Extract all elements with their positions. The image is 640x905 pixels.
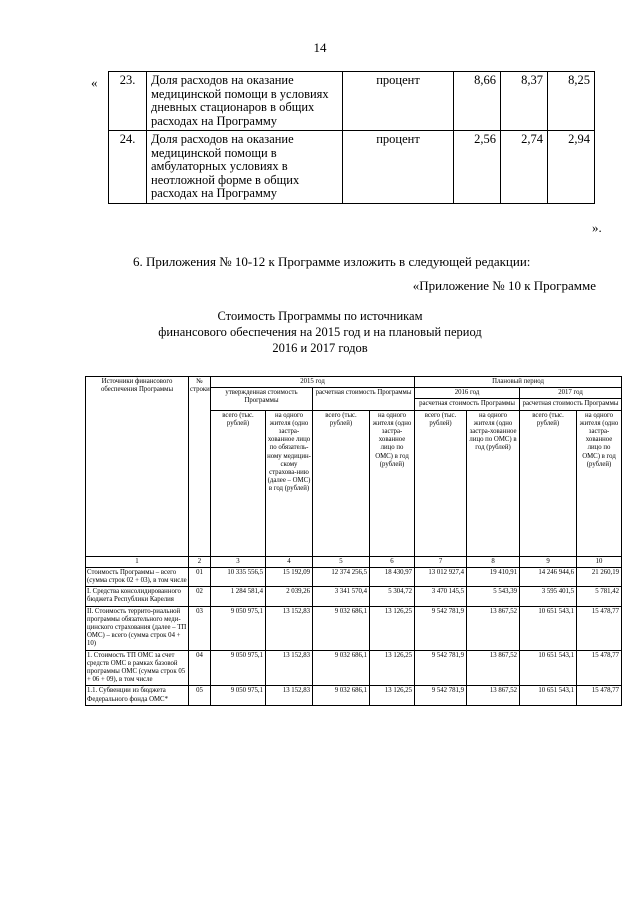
cell-total-2017: 14 246 944,6: [520, 567, 577, 586]
row-name: 1. Стоимость ТП ОМС за счет средств ОМС в рамках базовой программы ОМС (сумма строк 05 + 06 + 09), в том числе: [86, 650, 189, 686]
row-line-number: 03: [189, 606, 211, 650]
row-name: II. Стоимость террито-риальной программы обязательного меди-цинского страхования (далее – ТП ОМС) – всего (сумма строк 04 + 10): [86, 606, 189, 650]
cell-per-insured-approved: 15 192,09: [266, 567, 313, 586]
cell-per-capita-2015: 13 126,25: [370, 686, 415, 705]
table-row: [86, 686, 622, 705]
header-total-approved: всего (тыс. рублей): [211, 410, 266, 556]
col-number: 4: [266, 556, 313, 567]
title-line-3: 2016 и 2017 годов: [272, 341, 368, 355]
cell-per-capita-2017: 21 260,19: [577, 567, 622, 586]
value-2015: 8,66: [454, 72, 501, 131]
header-per-capita-2016: на одного жителя (одно застра-хованное лицо по ОМС) в год (рублей): [467, 410, 520, 556]
cell-per-capita-2015: 13 126,25: [370, 650, 415, 686]
header-source: Источники финансового обеспечения Программы: [86, 377, 189, 557]
table-row: [86, 567, 622, 586]
indicator-table: [108, 71, 595, 204]
col-number: 6: [370, 556, 415, 567]
cell-per-capita-2016: 5 543,39: [467, 587, 520, 606]
col-number: 3: [211, 556, 266, 567]
cell-per-capita-2015: 13 126,25: [370, 606, 415, 650]
value-2015: 2,56: [454, 131, 501, 204]
row-number: 23.: [109, 72, 147, 131]
cell-total-approved: 1 284 581,4: [211, 587, 266, 606]
close-quote: ».: [592, 220, 602, 235]
cell-per-capita-2016: 13 867,52: [467, 686, 520, 705]
value-2017: 2,94: [548, 131, 595, 204]
cell-total-2017: 10 651 543,1: [520, 606, 577, 650]
table-row: [109, 72, 595, 131]
row-line-number: 05: [189, 686, 211, 705]
cell-total-2016: 9 542 781,9: [415, 606, 467, 650]
cell-total-2016: 3 470 145,5: [415, 587, 467, 606]
column-number-row: [86, 556, 622, 567]
cell-per-capita-2016: 13 867,52: [467, 606, 520, 650]
cell-total-2016: 9 542 781,9: [415, 650, 467, 686]
appendix-label: «Приложение № 10 к Программе: [412, 278, 596, 293]
cell-per-capita-2017: 15 478,77: [577, 606, 622, 650]
col-number: 5: [313, 556, 370, 567]
cell-total-2016: 13 012 927,4: [415, 567, 467, 586]
header-line-no: № строки: [189, 377, 211, 557]
header-calc-cost-2017: расчетная стоимость Программы: [520, 399, 622, 410]
col-number: 1: [86, 556, 189, 567]
row-description: Доля расходов на оказание медицинской помощи в условиях дневных стационаров в общих расходах на Программу: [147, 72, 343, 131]
cell-total-calc-2015: 12 374 256,5: [313, 567, 370, 586]
header-2017: 2017 год: [520, 388, 622, 399]
header-total-calc-2015: всего (тыс. рублей): [313, 410, 370, 556]
cell-per-capita-2017: 5 781,42: [577, 587, 622, 606]
table-row: [86, 587, 622, 606]
row-line-number: 04: [189, 650, 211, 686]
value-2017: 8,25: [548, 72, 595, 131]
table-row: [86, 606, 622, 650]
cell-total-calc-2015: 9 032 686,1: [313, 606, 370, 650]
value-2016: 2,74: [501, 131, 548, 204]
header-approved-cost: утвержденная стоимость Программы: [211, 388, 313, 410]
change-instruction: 6. Приложения № 10-12 к Программе изложить в следующей редакции:: [133, 254, 531, 269]
cell-per-insured-approved: 2 039,26: [266, 587, 313, 606]
title-line-1: Стоимость Программы по источникам: [217, 309, 423, 323]
header-total-2017: всего (тыс. рублей): [520, 410, 577, 556]
col-number: 7: [415, 556, 467, 567]
cell-total-calc-2015: 3 341 570,4: [313, 587, 370, 606]
header-calc-cost-2016: расчетная стоимость Программы: [415, 399, 520, 410]
row-name: Стоимость Программы – всего (сумма строк 02 + 03), в том числе: [86, 567, 189, 586]
header-2016: 2016 год: [415, 388, 520, 399]
cell-per-capita-2016: 13 867,52: [467, 650, 520, 686]
cell-per-insured-approved: 13 152,83: [266, 650, 313, 686]
row-description: Доля расходов на оказание медицинской помощи в амбулаторных условиях в неотложной форме в общих расходах на Программу: [147, 131, 343, 204]
row-unit: процент: [343, 72, 454, 131]
col-number: 2: [189, 556, 211, 567]
cell-total-2017: 10 651 543,1: [520, 650, 577, 686]
header-per-capita-2017: на одного жителя (одно застра-хованное лицо по ОМС) в год (рублей): [577, 410, 622, 556]
cell-total-2017: 10 651 543,1: [520, 686, 577, 705]
cell-per-capita-2017: 15 478,77: [577, 686, 622, 705]
header-per-insured-approved: на одного жителя (одно застра-хованное лицо по обязатель-ному медицин-скому страхова-нию (далее – ОМС) в год (рублей): [266, 410, 313, 556]
cell-per-insured-approved: 13 152,83: [266, 686, 313, 705]
row-line-number: 02: [189, 587, 211, 606]
header-2015: 2015 год: [211, 377, 415, 388]
col-number: 10: [577, 556, 622, 567]
program-cost-table: [85, 376, 622, 706]
header-per-capita-2015: на одного жителя (одно застра-хованное лицо по ОМС) в год (рублей): [370, 410, 415, 556]
row-line-number: 01: [189, 567, 211, 586]
row-unit: процент: [343, 131, 454, 204]
cell-total-approved: 9 050 975,1: [211, 606, 266, 650]
cell-total-2017: 3 595 401,5: [520, 587, 577, 606]
row-name: I. Средства консолидированного бюджета Республики Карелия: [86, 587, 189, 606]
table-row: [109, 131, 595, 204]
cell-total-calc-2015: 9 032 686,1: [313, 686, 370, 705]
row-number: 24.: [109, 131, 147, 204]
value-2016: 8,37: [501, 72, 548, 131]
cell-per-capita-2016: 19 410,91: [467, 567, 520, 586]
cell-per-capita-2015: 18 430,97: [370, 567, 415, 586]
title-line-2: финансового обеспечения на 2015 год и на плановый период: [158, 325, 482, 339]
col-number: 9: [520, 556, 577, 567]
open-quote: «: [91, 75, 98, 90]
cell-total-approved: 10 335 556,5: [211, 567, 266, 586]
cell-total-approved: 9 050 975,1: [211, 650, 266, 686]
header-planned: Плановый период: [415, 377, 622, 388]
header-calc-cost-2015: расчетная стоимость Программы: [313, 388, 415, 410]
table-row: [86, 650, 622, 686]
cell-total-2016: 9 542 781,9: [415, 686, 467, 705]
page-number: 14: [313, 40, 327, 55]
header-total-2016: всего (тыс. рублей): [415, 410, 467, 556]
col-number: 8: [467, 556, 520, 567]
row-name: 1.1. Субвенции из бюджета Федерального фонда ОМС*: [86, 686, 189, 705]
cell-per-capita-2015: 5 304,72: [370, 587, 415, 606]
cell-total-approved: 9 050 975,1: [211, 686, 266, 705]
cell-total-calc-2015: 9 032 686,1: [313, 650, 370, 686]
cell-per-capita-2017: 15 478,77: [577, 650, 622, 686]
cell-per-insured-approved: 13 152,83: [266, 606, 313, 650]
